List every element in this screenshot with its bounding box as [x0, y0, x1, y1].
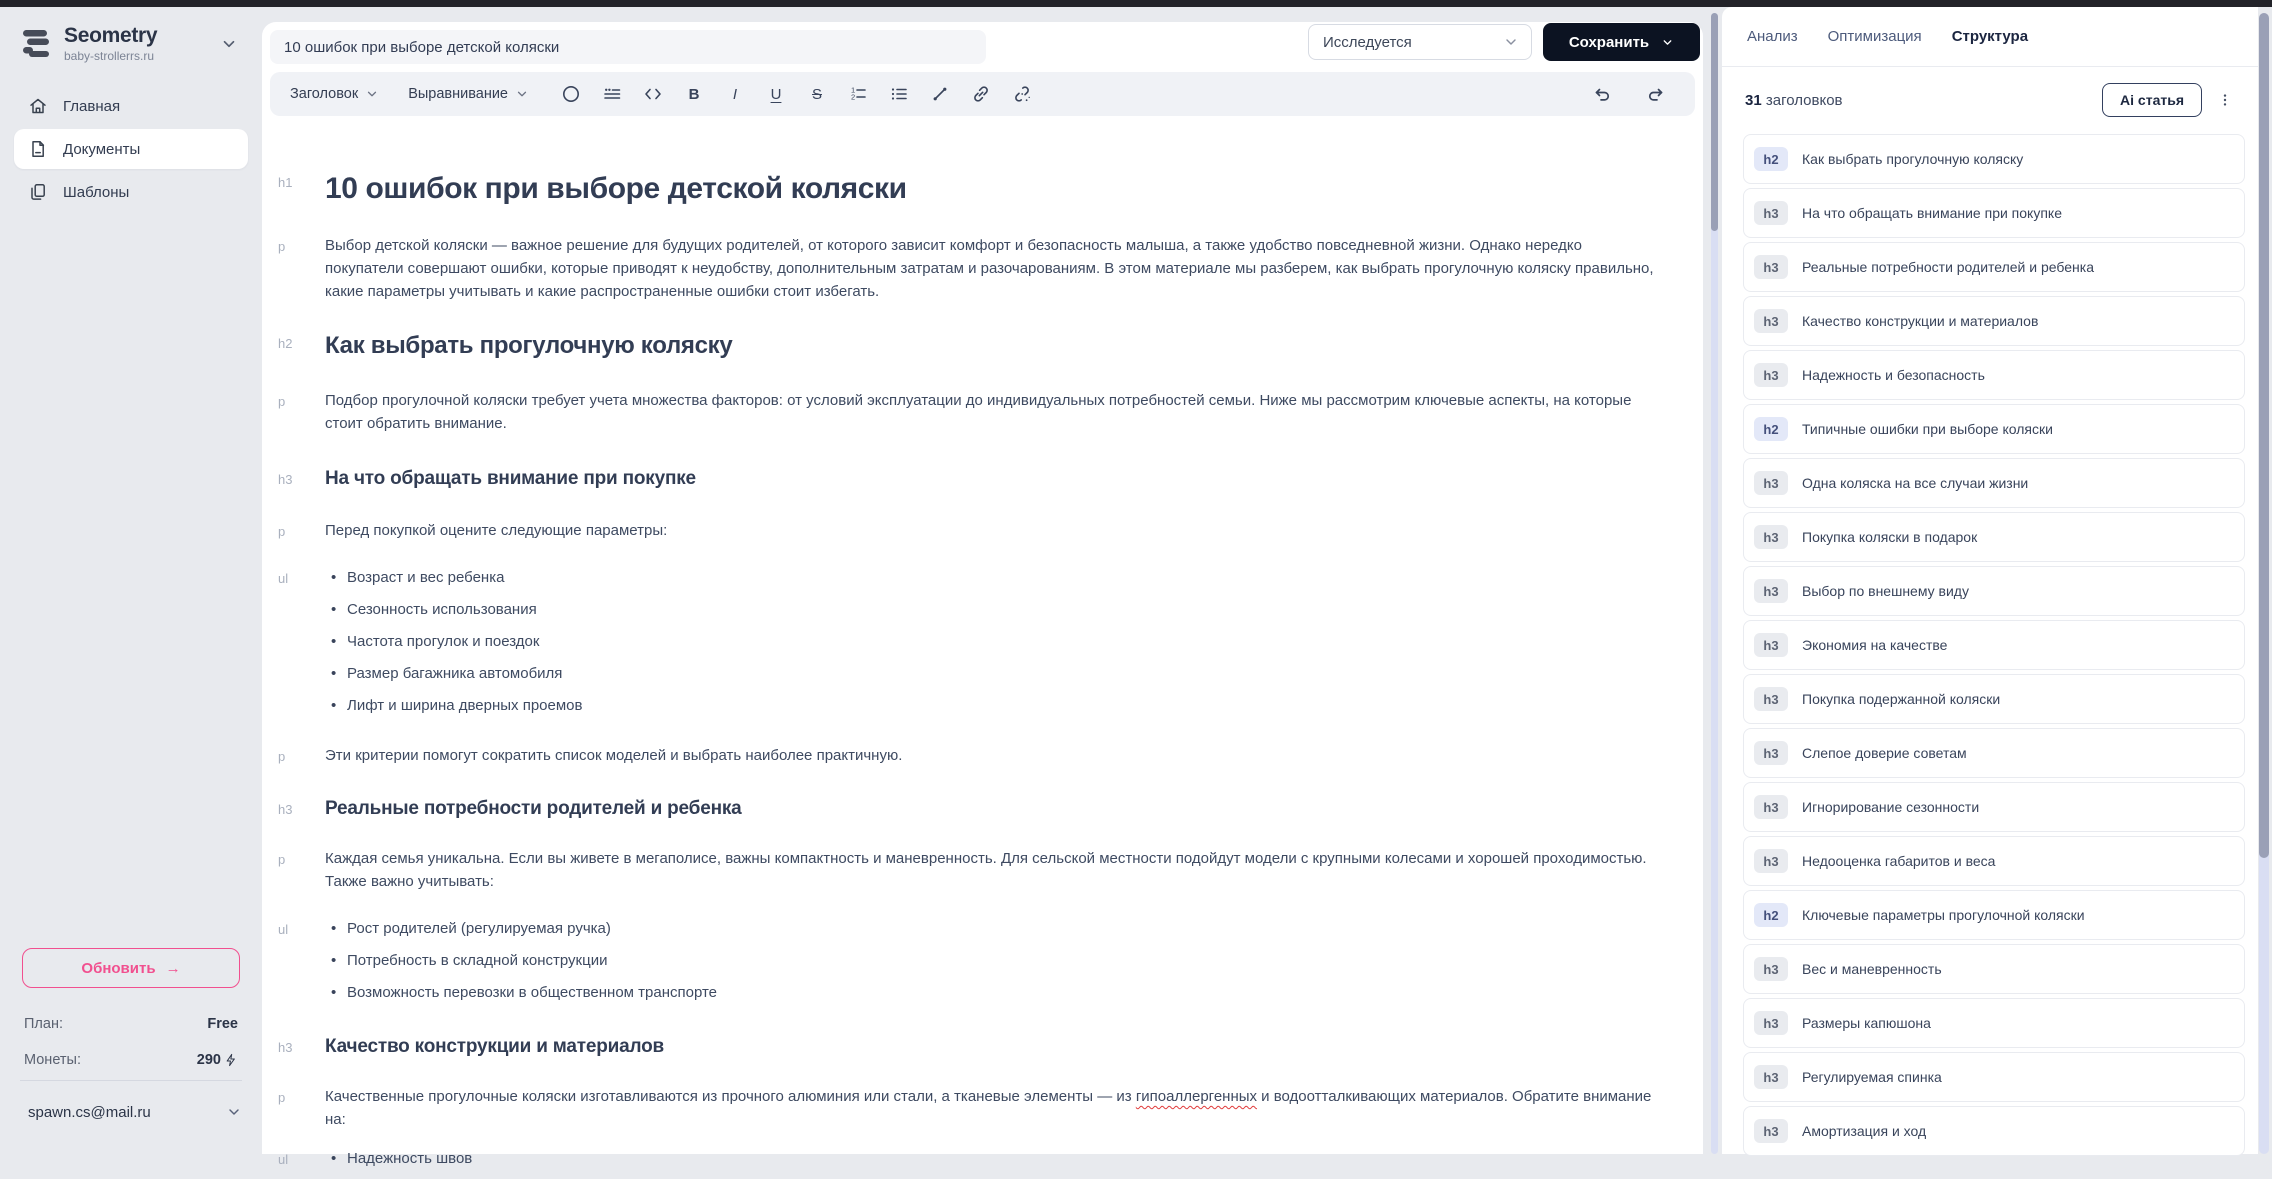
block-type-label: h3	[278, 802, 293, 817]
blockquote-icon[interactable]	[599, 80, 625, 108]
sidebar	[0, 7, 262, 1154]
outline-item-label: Игнорирование сезонности	[1802, 799, 1980, 815]
outline-item[interactable]	[1743, 944, 2245, 994]
heading-level-badge: h3	[1754, 309, 1788, 333]
sidebar-item-templates[interactable]	[14, 172, 248, 212]
tab-analysis[interactable]: Анализ	[1747, 28, 1798, 45]
status-value: Исследуется	[1323, 33, 1412, 51]
outline-item[interactable]	[1743, 134, 2245, 184]
heading-level-badge: h3	[1754, 1011, 1788, 1035]
document-body[interactable]	[262, 140, 1703, 1167]
panel-scrollbar-thumb[interactable]	[2259, 13, 2269, 858]
outline-item-label: Вес и маневренность	[1802, 961, 1942, 977]
svg-text:2: 2	[851, 92, 856, 102]
save-label: Сохранить	[1568, 33, 1650, 51]
outline-item-label: Покупка коляски в подарок	[1802, 529, 1978, 545]
list-item[interactable]: • Частота прогулок и поездок	[325, 630, 1659, 653]
heading-level-badge: h3	[1754, 795, 1788, 819]
document-h3[interactable]: Реальные потребности родителей и ребенка	[325, 798, 742, 819]
plan-row	[24, 1013, 238, 1035]
arrow-right-icon: →	[165, 959, 181, 977]
chevron-down-icon	[365, 87, 379, 101]
plan-value: Free	[207, 1016, 238, 1032]
outline-item[interactable]	[1743, 674, 2245, 724]
chevron-down-icon	[515, 87, 529, 101]
list-item[interactable]: • Сезонность использования	[325, 598, 1659, 621]
ai-link-icon[interactable]	[1009, 80, 1035, 108]
coins-label: Монеты:	[24, 1052, 81, 1068]
history-group	[1589, 80, 1669, 108]
document-icon	[28, 139, 48, 159]
sidebar-item-label: Главная	[63, 97, 121, 115]
outline-item[interactable]	[1743, 620, 2245, 670]
block-type-label: h2	[278, 336, 293, 351]
outline-item[interactable]	[1743, 998, 2245, 1048]
outline-item-label: На что обращать внимание при покупке	[1802, 205, 2062, 221]
heading-level-badge: h3	[1754, 255, 1788, 279]
outline-item-label: Недооценка габаритов и веса	[1802, 853, 1996, 869]
heading-level-badge: h3	[1754, 687, 1788, 711]
document-h3[interactable]: Качество конструкции и материалов	[325, 1036, 664, 1057]
outline-item-label: Амортизация и ход	[1802, 1123, 1927, 1139]
account-menu[interactable]	[28, 1097, 242, 1127]
upgrade-label: Обновить	[81, 959, 156, 977]
block-type-label: p	[278, 852, 286, 867]
seometry-logo-icon	[16, 23, 56, 63]
list-item[interactable]: • Надежность швов	[325, 1147, 1659, 1170]
bold-icon[interactable]: B	[688, 85, 700, 103]
sidebar-item-documents[interactable]	[14, 129, 248, 169]
paragraph[interactable]: Перед покупкой оцените следующие параметры:	[325, 522, 668, 539]
heading-level-badge: h3	[1754, 471, 1788, 495]
outline-item-label: Качество конструкции и материалов	[1802, 313, 2039, 329]
coins-row	[24, 1049, 238, 1071]
bullet-list[interactable]	[325, 1147, 1659, 1179]
heading-level-badge: h3	[1754, 525, 1788, 549]
paragraph[interactable]: Подбор прогулочной коляски требует учета множества факторов: от условий эксплуатации до индивидуальных потребностей семьи. Ниже мы рассмотрим ключевые аспекты, на которые стоит обратить внимание.	[325, 392, 1632, 432]
outline-item[interactable]	[1743, 458, 2245, 508]
outline-item[interactable]	[1743, 1106, 2245, 1156]
outline-item[interactable]	[1743, 890, 2245, 940]
heading-level-badge: h3	[1754, 363, 1788, 387]
outline-item-label: Реальные потребности родителей и ребенка	[1802, 259, 2094, 275]
ordered-list-icon[interactable]	[845, 80, 871, 108]
outline-item-label: Как выбрать прогулочную коляску	[1802, 151, 2024, 167]
misspelled-word[interactable]: гипоаллергенных	[1135, 1088, 1258, 1105]
heading-level-badge: h3	[1754, 849, 1788, 873]
panel-scrollbar[interactable]	[2259, 13, 2269, 1154]
formatting-toolbar	[270, 72, 1695, 116]
panel-tabs	[1722, 7, 2258, 67]
alignment-dropdown-label: Выравнивание	[408, 86, 508, 102]
sidebar-divider	[20, 1080, 242, 1081]
editor-scrollbar-thumb[interactable]	[1711, 13, 1718, 231]
chevron-down-icon	[1503, 34, 1519, 50]
outline-item-label: Регулируемая спинка	[1802, 1069, 1942, 1085]
heading-level-badge: h3	[1754, 633, 1788, 657]
outline-item-label: Экономия на качестве	[1802, 637, 1948, 653]
home-icon	[28, 96, 48, 116]
block-type-label: ul	[278, 922, 289, 937]
block-type-label: ul	[278, 1152, 289, 1167]
sidebar-item-label: Документы	[63, 140, 141, 158]
save-button[interactable]	[1543, 23, 1700, 61]
chevron-down-icon[interactable]	[220, 35, 238, 53]
heading-dropdown[interactable]	[290, 86, 379, 102]
outline-item-label: Надежность и безопасность	[1802, 367, 1985, 383]
outline-item-label: Слепое доверие советам	[1802, 745, 1967, 761]
heading-level-badge: h2	[1754, 417, 1788, 441]
bullet-list-icon[interactable]	[886, 80, 912, 108]
outline-item-label: Размеры капюшона	[1802, 1015, 1931, 1031]
outline-list	[1722, 133, 2258, 1156]
account-email: spawn.cs@mail.ru	[28, 1103, 151, 1121]
underline-icon[interactable]: U	[770, 85, 782, 103]
tab-optimization[interactable]: Оптимизация	[1827, 28, 1922, 45]
templates-icon	[28, 182, 48, 202]
list-item[interactable]: • Возраст и вес ребенка	[325, 566, 1659, 589]
app-title: Seometry	[64, 23, 158, 47]
paragraph[interactable]: Выбор детской коляски — важное решение для будущих родителей, от которого зависит комфорт и безопасность малыша, а также удобство повседневной жизни. Однако нередко покупатели совершают ошибки, которые приводят к неудобству, дополнительным затратам и разочарованиям. В этом материале мы разберем, как выбрать прогулочную коляску правильно, какие параметры учитывать и какие распространенные ошибки стоит избегать.	[325, 237, 1654, 300]
sidebar-item-home[interactable]	[14, 86, 248, 126]
document-h1[interactable]: 10 ошибок при выборе детской коляски	[325, 172, 907, 205]
project-domain: baby-strollerrs.ru	[64, 48, 155, 63]
circle-shape-icon[interactable]	[558, 80, 584, 108]
undo-icon[interactable]	[1589, 80, 1615, 108]
block-type-label: ul	[278, 571, 289, 586]
outline-item[interactable]	[1743, 242, 2245, 292]
block-type-label: p	[278, 394, 286, 409]
structure-panel	[1722, 7, 2258, 1154]
block-type-label: p	[278, 239, 286, 254]
editor-card	[262, 22, 1703, 1167]
outline-item[interactable]	[1743, 296, 2245, 346]
heading-level-badge: h2	[1754, 903, 1788, 927]
chevron-down-icon	[1661, 36, 1674, 49]
outline-item[interactable]	[1743, 188, 2245, 238]
headings-count	[1745, 92, 1843, 109]
outline-item[interactable]	[1743, 404, 2245, 454]
outline-item-label: Ключевые параметры прогулочной коляски	[1802, 907, 2085, 923]
code-icon[interactable]	[640, 80, 666, 108]
block-type-label: h3	[278, 472, 293, 487]
document-h3[interactable]: На что обращать внимание при покупке	[325, 468, 696, 489]
block-type-label: p	[278, 749, 286, 764]
paragraph[interactable]	[325, 1085, 1659, 1131]
block-type-label: p	[278, 1090, 286, 1105]
outline-item-label: Выбор по внешнему виду	[1802, 583, 1969, 599]
sidebar-item-label: Шаблоны	[63, 183, 130, 201]
paragraph-text: Качественные прогулочные коляски изготавливаются из прочного алюминия или стали, а тканевые элементы — из	[325, 1088, 1136, 1105]
outline-item[interactable]	[1743, 350, 2245, 400]
outline-item[interactable]	[1743, 566, 2245, 616]
block-type-label: p	[278, 524, 286, 539]
window-top-strip	[0, 0, 2272, 7]
paragraph-text: и водоотталкивающих материалов. Обратите внимание на:	[325, 1088, 1652, 1128]
paragraph[interactable]: Каждая семья уникальна. Если вы живете в мегаполисе, важны компактность и маневренность. Для сельской местности подойдут модели с крупными колесами и хорошей проходимостью. Также важно учитывать:	[325, 850, 1647, 890]
document-title-input[interactable]	[270, 30, 986, 64]
paragraph[interactable]: Эти критерии помогут сократить список моделей и выбрать наиболее практичную.	[325, 747, 903, 764]
line-tool-icon[interactable]	[927, 80, 953, 108]
heading-level-badge: h3	[1754, 957, 1788, 981]
lightning-icon	[224, 1053, 238, 1067]
heading-level-badge: h3	[1754, 1065, 1788, 1089]
heading-dropdown-label: Заголовок	[290, 86, 359, 102]
ai-article-button[interactable]: Ai статья	[2102, 83, 2202, 117]
heading-level-badge: h3	[1754, 579, 1788, 603]
headings-count-label: заголовков	[1761, 91, 1843, 109]
outline-item[interactable]	[1743, 836, 2245, 886]
outline-item-label: Одна коляска на все случаи жизни	[1802, 475, 2029, 491]
outline-item[interactable]	[1743, 1052, 2245, 1102]
tab-structure[interactable]: Структура	[1951, 28, 2029, 45]
workspace-switcher[interactable]	[16, 17, 246, 69]
outline-item[interactable]	[1743, 782, 2245, 832]
block-type-label: h3	[278, 1040, 293, 1055]
list-item[interactable]: • Размер багажника автомобиля	[325, 662, 1659, 685]
heading-level-badge: h3	[1754, 741, 1788, 765]
svg-text:1: 1	[851, 85, 856, 95]
redo-icon[interactable]	[1643, 80, 1669, 108]
document-h2[interactable]: Как выбрать прогулочную коляску	[325, 332, 733, 359]
outline-item[interactable]	[1743, 512, 2245, 562]
plan-label: План:	[24, 1016, 63, 1032]
strikethrough-icon[interactable]: S	[811, 85, 822, 103]
coins-value: 290	[196, 1052, 221, 1068]
outline-item-label: Покупка подержанной коляски	[1802, 691, 2001, 707]
list-item[interactable]: • Рост родителей (регулируемая ручка)	[325, 917, 1659, 940]
bullet-list[interactable]	[325, 566, 1659, 726]
outline-item-label: Типичные ошибки при выборе коляски	[1802, 421, 2053, 437]
list-item[interactable]: • Потребность в складной конструкции	[325, 949, 1659, 972]
list-item[interactable]: • Возможность перевозки в общественном транспорте	[325, 981, 1659, 1004]
headings-count-number: 31	[1745, 91, 1762, 109]
block-type-label: h1	[278, 175, 293, 190]
link-icon[interactable]	[968, 80, 994, 108]
list-item[interactable]: • Лифт и ширина дверных проемов	[325, 694, 1659, 717]
bullet-list[interactable]	[325, 917, 1659, 1013]
chevron-down-icon	[226, 1104, 242, 1120]
heading-level-badge: h2	[1754, 147, 1788, 171]
alignment-dropdown[interactable]	[408, 86, 529, 102]
italic-icon[interactable]: I	[732, 85, 738, 103]
outline-item[interactable]	[1743, 728, 2245, 778]
kebab-menu-icon[interactable]	[2208, 83, 2242, 117]
sidebar-menu	[14, 86, 248, 215]
status-select[interactable]	[1308, 24, 1532, 60]
editor-scrollbar[interactable]	[1711, 13, 1718, 1154]
upgrade-button[interactable]	[22, 948, 240, 988]
outline-header	[1722, 67, 2258, 133]
heading-level-badge: h3	[1754, 201, 1788, 225]
heading-level-badge: h3	[1754, 1119, 1788, 1143]
